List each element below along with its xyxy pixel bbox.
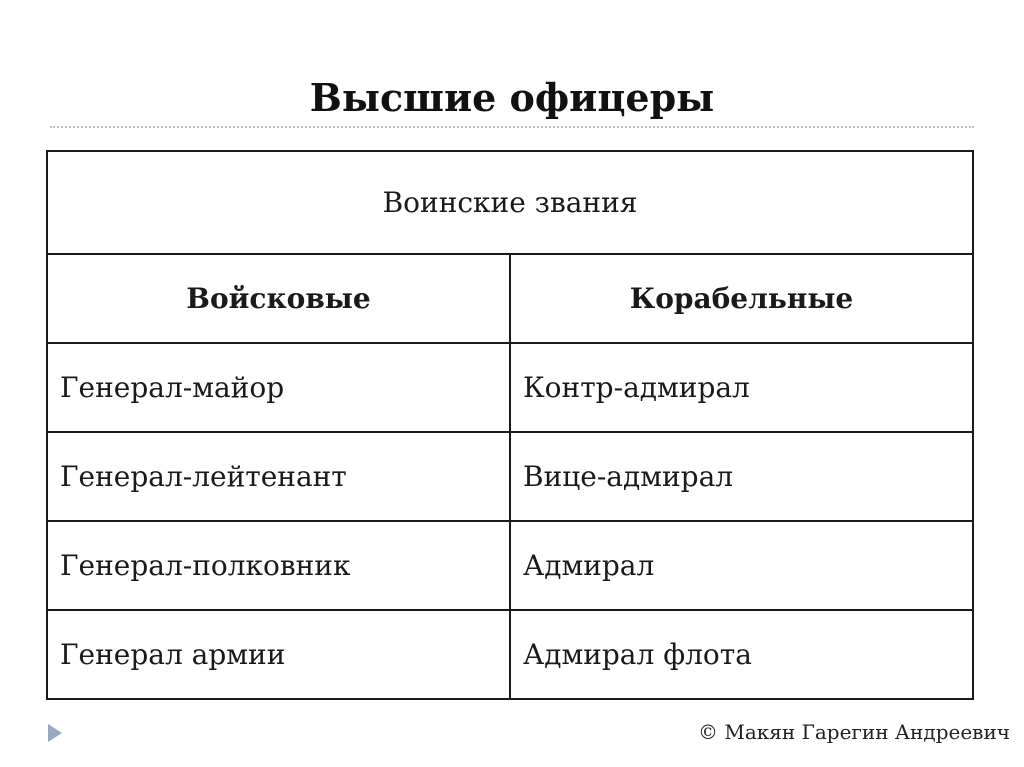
table-super-header: Воинские звания xyxy=(47,151,973,254)
table-cell-army: Генерал-полковник xyxy=(47,521,510,610)
ranks-table xyxy=(46,150,974,700)
table-row xyxy=(47,432,973,521)
footer-copyright: © Макян Гарегин Андреевич xyxy=(698,720,1010,744)
table-cell-army: Генерал армии xyxy=(47,610,510,699)
table-cell-navy: Адмирал xyxy=(510,521,973,610)
table-cell-army: Генерал-майор xyxy=(47,343,510,432)
table-cell-army: Генерал-лейтенант xyxy=(47,432,510,521)
table-header-row xyxy=(47,254,973,343)
column-header-army: Войсковые xyxy=(47,254,510,343)
table-cell-navy: Адмирал флота xyxy=(510,610,973,699)
column-header-navy: Корабельные xyxy=(510,254,973,343)
table-cell-navy: Вице-адмирал xyxy=(510,432,973,521)
slide-title: Высшие офицеры xyxy=(309,75,715,120)
play-triangle-icon-svg xyxy=(44,722,66,744)
table-row xyxy=(47,610,973,699)
table-row xyxy=(47,521,973,610)
title-divider xyxy=(50,126,974,128)
play-triangle-icon[interactable] xyxy=(44,722,66,744)
table-cell-navy: Контр-адмирал xyxy=(510,343,973,432)
table-row xyxy=(47,343,973,432)
table-super-header-row xyxy=(47,151,973,254)
